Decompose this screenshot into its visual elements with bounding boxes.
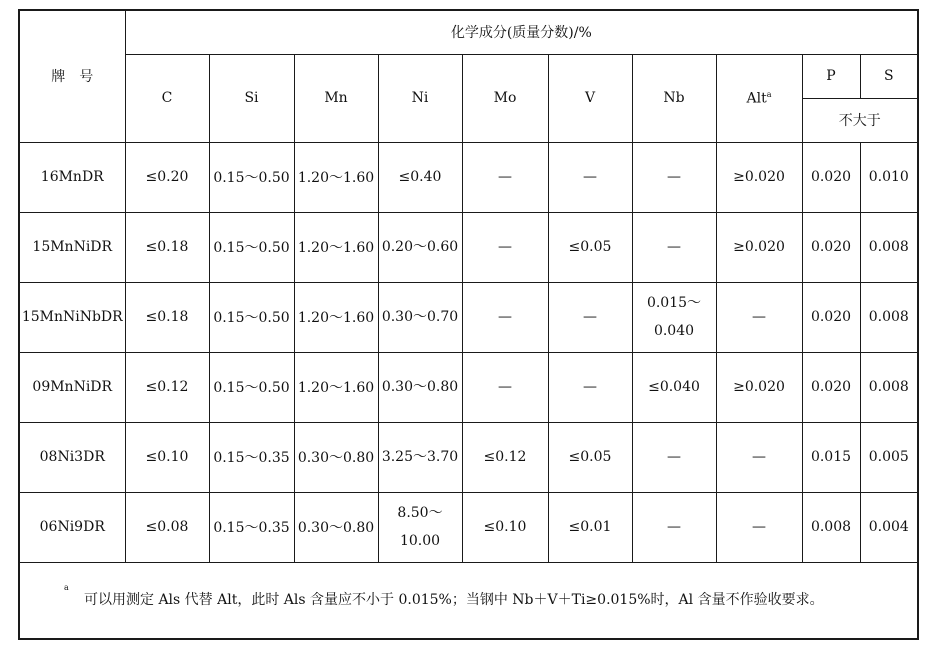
element-header-si: Si [209, 54, 294, 142]
cell-c: ≤0.20 [125, 142, 209, 212]
cell-mo: — [462, 282, 548, 352]
cell-si: 0.15～0.50 [209, 142, 294, 212]
footnote-text: 可以用测定 Als 代替 Alt，此时 Als 含量应不小于 0.015%；当钢中 Nb＋V＋Ti≥0.015%时，Al 含量不作验收要求。 [84, 591, 824, 608]
cell-v: — [548, 352, 632, 422]
cell-v: ≤0.05 [548, 212, 632, 282]
cell-v: — [548, 282, 632, 352]
cell-ni: 0.30～0.80 [378, 352, 462, 422]
chemical-composition-table [18, 9, 919, 640]
cell-s: 0.008 [860, 282, 918, 352]
element-header-v: V [548, 54, 632, 142]
cell-grade: 16MnDR [19, 142, 125, 212]
cell-s: 0.010 [860, 142, 918, 212]
element-header-c: C [125, 54, 209, 142]
element-header-alt [716, 54, 802, 142]
max-note-header: 不大于 [802, 98, 918, 142]
cell-mn: 1.20～1.60 [294, 212, 378, 282]
cell-mn: 0.30～0.80 [294, 492, 378, 562]
cell-alt: — [716, 422, 802, 492]
cell-nb: — [632, 142, 716, 212]
cell-p: 0.008 [802, 492, 860, 562]
alt-label: Alt [746, 90, 767, 107]
cell-nb: — [632, 492, 716, 562]
cell-nb: — [632, 212, 716, 282]
cell-v: ≤0.01 [548, 492, 632, 562]
element-header-ni: Ni [378, 54, 462, 142]
cell-s: 0.005 [860, 422, 918, 492]
element-header-mn: Mn [294, 54, 378, 142]
cell-si: 0.15～0.50 [209, 212, 294, 282]
cell-s: 0.004 [860, 492, 918, 562]
cell-mo: — [462, 142, 548, 212]
element-header-p: P [802, 54, 860, 98]
cell-ni: 3.25～3.70 [378, 422, 462, 492]
cell-si: 0.15～0.50 [209, 282, 294, 352]
cell-alt: ≥0.020 [716, 142, 802, 212]
cell-si: 0.15～0.35 [209, 422, 294, 492]
cell-ni: 0.20～0.60 [378, 212, 462, 282]
cell-mn: 1.20～1.60 [294, 352, 378, 422]
cell-alt: ≥0.020 [716, 352, 802, 422]
table-row [19, 212, 918, 282]
cell-nb: — [632, 422, 716, 492]
cell-mo: — [462, 352, 548, 422]
cell-alt: — [716, 282, 802, 352]
cell-grade: 06Ni9DR [19, 492, 125, 562]
header-row-2 [19, 54, 918, 98]
cell-grade: 08Ni3DR [19, 422, 125, 492]
cell-s: 0.008 [860, 212, 918, 282]
grade-header: 牌 号 [19, 10, 125, 142]
cell-ni: 8.50～10.00 [378, 492, 462, 562]
cell-c: ≤0.12 [125, 352, 209, 422]
cell-mo: ≤0.12 [462, 422, 548, 492]
cell-grade: 15MnNiDR [19, 212, 125, 282]
cell-si: 0.15～0.35 [209, 492, 294, 562]
cell-grade: 09MnNiDR [19, 352, 125, 422]
element-header-nb: Nb [632, 54, 716, 142]
table-row [19, 422, 918, 492]
cell-p: 0.015 [802, 422, 860, 492]
table-row [19, 142, 918, 212]
cell-p: 0.020 [802, 142, 860, 212]
header-row-1 [19, 10, 918, 54]
cell-nb: 0.015～0.040 [632, 282, 716, 352]
cell-nb: ≤0.040 [632, 352, 716, 422]
element-header-mo: Mo [462, 54, 548, 142]
element-header-s: S [860, 54, 918, 98]
cell-mo: ≤0.10 [462, 492, 548, 562]
table-row [19, 352, 918, 422]
cell-mn: 1.20～1.60 [294, 282, 378, 352]
cell-c: ≤0.18 [125, 282, 209, 352]
cell-c: ≤0.08 [125, 492, 209, 562]
cell-c: ≤0.18 [125, 212, 209, 282]
footnote-row [19, 562, 918, 639]
cell-alt: — [716, 492, 802, 562]
cell-p: 0.020 [802, 282, 860, 352]
cell-grade: 15MnNiNbDR [19, 282, 125, 352]
cell-ni: 0.30～0.70 [378, 282, 462, 352]
cell-mn: 1.20～1.60 [294, 142, 378, 212]
cell-p: 0.020 [802, 352, 860, 422]
footnote-mark: a [64, 582, 69, 592]
cell-si: 0.15～0.50 [209, 352, 294, 422]
table-row [19, 282, 918, 352]
cell-v: — [548, 142, 632, 212]
table-row [19, 492, 918, 562]
cell-alt: ≥0.020 [716, 212, 802, 282]
cell-mn: 0.30～0.80 [294, 422, 378, 492]
composition-header: 化学成分(质量分数)/% [125, 10, 918, 54]
cell-p: 0.020 [802, 212, 860, 282]
footnote-cell [19, 562, 918, 639]
cell-ni: ≤0.40 [378, 142, 462, 212]
alt-footnote-mark: a [766, 89, 772, 99]
cell-s: 0.008 [860, 352, 918, 422]
cell-mo: — [462, 212, 548, 282]
cell-c: ≤0.10 [125, 422, 209, 492]
cell-v: ≤0.05 [548, 422, 632, 492]
composition-table-frame [18, 9, 917, 640]
